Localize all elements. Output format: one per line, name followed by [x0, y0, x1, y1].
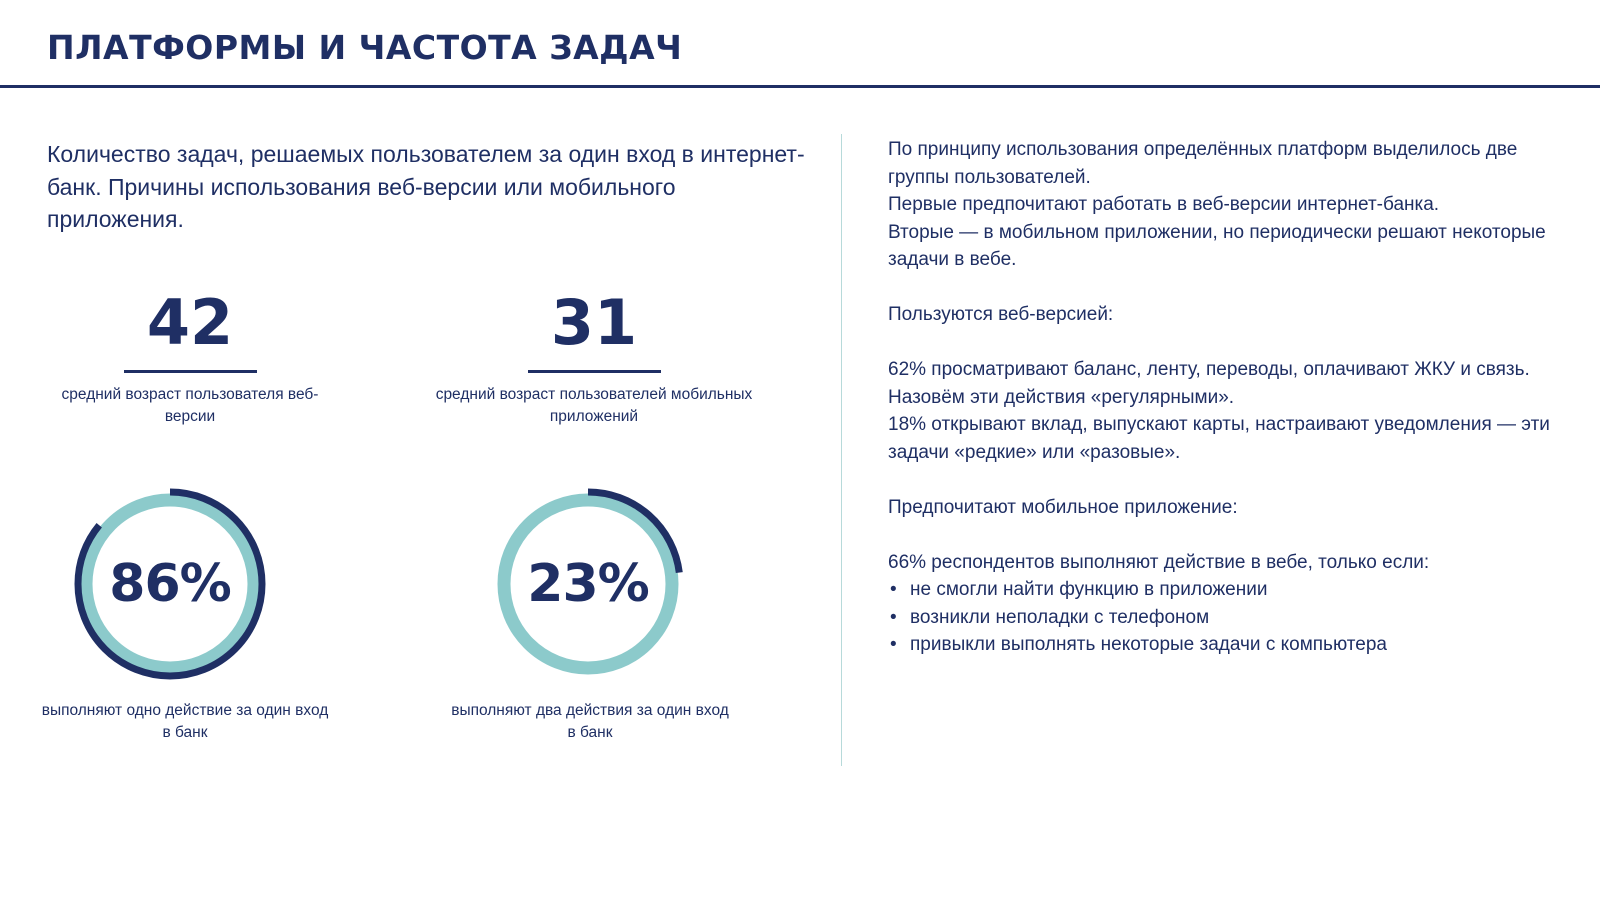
groups-first: Первые предпочитают работать в веб-версии интернет-банка.: [888, 194, 1440, 215]
right-column-text: [888, 136, 1568, 659]
groups-second: Вторые — в мобильном приложении, но периодически решают некоторые задачи в вебе.: [888, 221, 1546, 270]
stat-mobile-age-value: 31: [550, 286, 638, 359]
bullet-icon: •: [890, 634, 897, 655]
mobile-users-heading: Предпочитают мобильное приложение:: [888, 496, 1238, 518]
ring-one-action: [70, 484, 270, 684]
ring-two-actions-value: 23%: [527, 554, 649, 614]
spacer: [888, 521, 1568, 549]
list-item: [888, 631, 1568, 659]
list-item: [888, 604, 1568, 632]
intro-text: Количество задач, решаемых пользователем за один вход в интернет-банк. Причины использования веб-версии или мобильного приложения.: [47, 141, 805, 232]
ring-two-actions: [488, 484, 688, 684]
stat-web-age: [55, 288, 325, 428]
title-underline: [0, 85, 1600, 88]
stat-web-age-rule: [124, 370, 257, 373]
bullet-icon: •: [890, 579, 897, 600]
list-item: [888, 576, 1568, 604]
stat-mobile-age-label: средний возраст пользователей мобильных приложений: [435, 386, 753, 425]
spacer: [888, 329, 1568, 357]
groups-intro: По принципу использования определённых платформ выделилось две группы пользователей.: [888, 139, 1518, 188]
stat-web-age-value: 42: [146, 286, 234, 359]
reasons-list: [888, 576, 1568, 659]
stat-web-age-label: средний возраст пользователя веб-версии: [61, 386, 319, 425]
spacer: [888, 466, 1568, 494]
spacer: [888, 274, 1568, 302]
ring-two-actions-label: выполняют два действия за один вход в банк: [451, 702, 729, 741]
page-title: ПЛАТФОРМЫ И ЧАСТОТА ЗАДАЧ: [47, 28, 683, 67]
web-users-rare: 18% открывают вклад, выпускают карты, настраивают уведомления — эти задачи «редкие» или «разовые».: [888, 414, 1550, 463]
ring-one-action-value: 86%: [109, 554, 231, 614]
column-divider: [841, 134, 842, 766]
list-item-text: возникли неполадки с телефоном: [910, 606, 1210, 628]
list-item-text: не смогли найти функцию в приложении: [910, 579, 1268, 600]
bullet-icon: •: [890, 606, 897, 628]
stat-mobile-age-rule: [528, 370, 661, 373]
list-item-text: привыкли выполнять некоторые задачи с компьютера: [910, 634, 1387, 655]
web-users-heading: Пользуются веб-версией:: [888, 304, 1114, 325]
web-users-regular: 62% просматривают баланс, ленту, переводы, оплачивают ЖКУ и связь. Назовём эти действия «регулярными».: [888, 359, 1530, 408]
ring-one-action-label: выполняют одно действие за один вход в банк: [41, 702, 329, 741]
stat-mobile-age: [404, 288, 784, 428]
mobile-users-condition: 66% респондентов выполняют действие в вебе, только если:: [888, 551, 1430, 573]
